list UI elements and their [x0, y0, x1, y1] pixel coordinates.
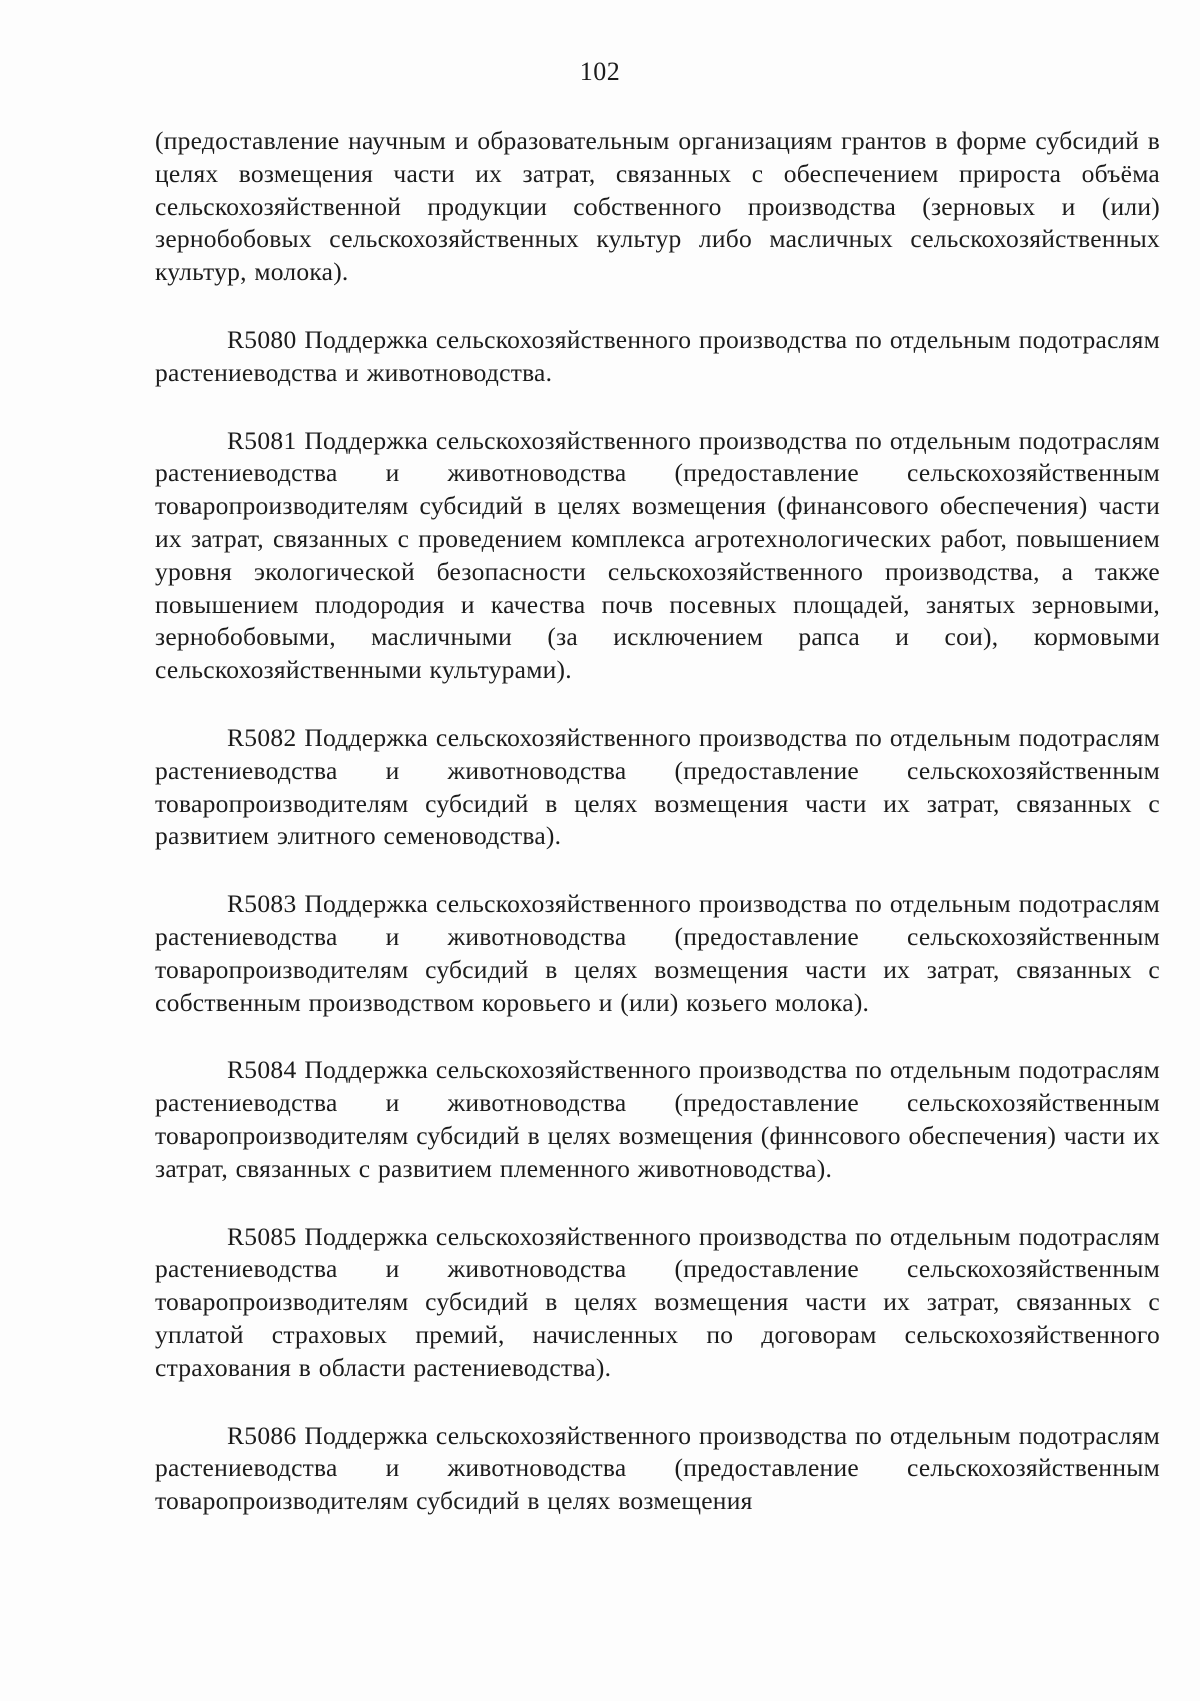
- paragraph-text: Поддержка сельскохозяйственного производства по отдельным подотраслям растениеводства и животноводства (предоставление сельскохозяйственным товаропроизводителям субсидий в целях возмещения (финансового обеспечения) части их затрат, связанных с проведением комплекса агротехнологических работ, повышением уровня экологической безопасности сельскохозяйственного производства, а также повышением плодородия и качества почв посевных площадей, занятых зерновыми, зернобобовыми, масличными (за исключением рапса и сои), кормовыми сельскохозяйственными культурами).: [155, 425, 1160, 685]
- page-number: 102: [579, 57, 621, 86]
- budget-code: R5082: [227, 722, 297, 752]
- budget-code: R5085: [227, 1221, 297, 1251]
- paragraph-r5082: [155, 722, 1160, 853]
- budget-code: R5080: [227, 324, 297, 354]
- paragraph-text: Поддержка сельскохозяйственного производства по отдельным подотраслям растениеводства и животноводства (предоставление сельскохозяйственным товаропроизводителям субсидий в целях возмещения части их затрат, связанных с уплатой страховых премий, начисленных по договорам сельскохозяйственного страхования в области растениеводства).: [155, 1221, 1160, 1382]
- paragraph-r5080: [155, 324, 1160, 390]
- paragraph-continuation: [155, 125, 1160, 289]
- paragraph-r5081: [155, 425, 1160, 687]
- paragraph-text: Поддержка сельскохозяйственного производства по отдельным подотраслям растениеводства и животноводства (предоставление сельскохозяйственным товаропроизводителям субсидий в целях возмещения части их затрат, связанных с собственным производством коровьего и (или) козьего молока).: [155, 889, 1160, 1017]
- paragraph-r5084: [155, 1054, 1160, 1185]
- budget-code: R5084: [227, 1055, 297, 1085]
- paragraph-text: Поддержка сельскохозяйственного производства по отдельным подотраслям растениеводства и животноводства.: [155, 324, 1160, 387]
- paragraph-r5085: [155, 1221, 1160, 1385]
- budget-code: R5083: [227, 889, 297, 919]
- budget-code: R5086: [227, 1420, 297, 1450]
- paragraph-r5083: [155, 888, 1160, 1019]
- paragraph-r5086: [155, 1420, 1160, 1518]
- paragraph-text: Поддержка сельскохозяйственного производства по отдельным подотраслям растениеводства и животноводства (предоставление сельскохозяйственным товаропроизводителям субсидий в целях возмещения: [155, 1420, 1160, 1516]
- paragraph-text: Поддержка сельскохозяйственного производства по отдельным подотраслям растениеводства и животноводства (предоставление сельскохозяйственным товаропроизводителям субсидий в целях возмещения (финнсового обеспечения) части их затрат, связанных с развитием племенного животноводства).: [155, 1055, 1160, 1183]
- paragraph-text: Поддержка сельскохозяйственного производства по отдельным подотраслям растениеводства и животноводства (предоставление сельскохозяйственным товаропроизводителям субсидий в целях возмещения части их затрат, связанных с развитием элитного семеноводства).: [155, 722, 1160, 851]
- budget-code: R5081: [227, 425, 297, 455]
- paragraph-text: (предоставление научным и образовательным организациям грантов в форме субсидий в целях возмещения части их затрат, связанных с обеспечением прироста объёма сельскохозяйственной продукции собственного производства (зерновых и (или) зернобобовых сельскохозяйственных культур либо масличных сельскохозяйственных культур, молока).: [155, 126, 1160, 287]
- document-body: [155, 125, 1160, 1553]
